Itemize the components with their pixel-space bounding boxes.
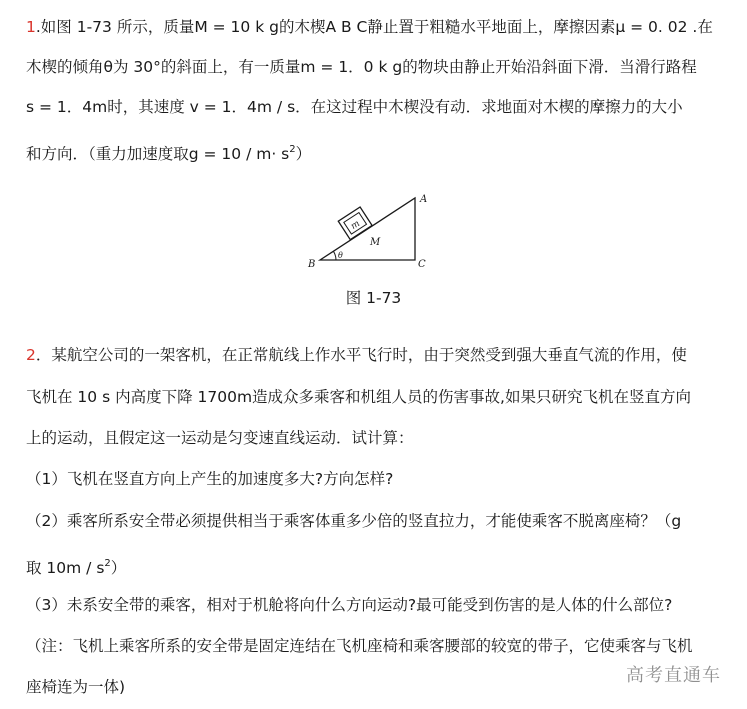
problem2-line2: 飞机在 10 s 内高度下降 1700m造成众多乘客和机组人员的伤害事故,如果只研究飞机在竖直方向 bbox=[26, 388, 691, 406]
problem2-line9: 座椅连为一体) bbox=[26, 678, 126, 696]
label-theta: θ bbox=[338, 251, 343, 260]
block-m bbox=[338, 207, 372, 240]
problem1-number: 1 bbox=[26, 18, 36, 36]
problem1-line4-text: 和方向．（重力加速度取g = 10 / m· s bbox=[26, 145, 290, 163]
label-M: M bbox=[370, 237, 381, 248]
problem2-line6 bbox=[26, 553, 126, 579]
problem1-line1-text: .如图 1-73 所示，质量M = 10 k g的木楔A B C静止置于粗糙水平地面上，摩擦因素μ = 0. 02 .在 bbox=[35, 18, 713, 36]
problem2-line6-text: 取 10m / s bbox=[26, 559, 105, 577]
problem2-line7: （3）未系安全带的乘客，相对于机舱将向什么方向运动?最可能受到伤害的是人体的什么部位? bbox=[26, 596, 673, 614]
problem1-line1 bbox=[26, 16, 713, 38]
label-C: C bbox=[418, 259, 426, 270]
label-m: m bbox=[349, 218, 362, 232]
problem2-number: 2 bbox=[26, 346, 36, 364]
problem2-line5: （2）乘客所系安全带必须提供相当于乘客体重多少倍的竖直拉力，才能使乘客不脱离座椅？（g bbox=[26, 512, 682, 530]
problem2-line6-end: ） bbox=[110, 559, 127, 577]
label-A: A bbox=[420, 194, 428, 205]
problem2-line1 bbox=[26, 344, 687, 366]
problem1-line3: s = 1．4m时，其速度 v = 1．4m / s．在这过程中木楔没有动．求地面对木楔的摩擦力的大小 bbox=[26, 98, 683, 116]
problem1-line2: 木楔的倾角θ为 30°的斜面上，有一质量m = 1．0 k g的物块由静止开始沿斜面下滑．当滑行路程 bbox=[26, 58, 697, 76]
figure-caption: 图 1-73 bbox=[345, 289, 402, 307]
watermark: 高考直通车 bbox=[626, 665, 721, 686]
problem1-line4-end: ） bbox=[295, 145, 312, 163]
problem2-line3: 上的运动，且假定这一运动是匀变速直线运动．试计算： bbox=[26, 429, 414, 447]
problem2-line8: （注：飞机上乘客所系的安全带是固定连结在飞机座椅和乘客腰部的较宽的带子，它使乘客与飞机 bbox=[26, 637, 693, 655]
problem1-line4 bbox=[26, 139, 311, 165]
wedge-figure bbox=[300, 190, 440, 270]
problem2-line4: （1）飞机在竖直方向上产生的加速度多大?方向怎样? bbox=[26, 470, 394, 488]
label-B: B bbox=[308, 259, 316, 270]
problem2-line6-sup: 2 bbox=[104, 558, 111, 569]
problem2-line1-text: ．某航空公司的一架客机，在正常航线上作水平飞行时，由于突然受到强大垂直气流的作用，使 bbox=[35, 346, 687, 364]
problem1-line4-sup: 2 bbox=[289, 144, 296, 155]
theta-arc bbox=[333, 251, 336, 260]
